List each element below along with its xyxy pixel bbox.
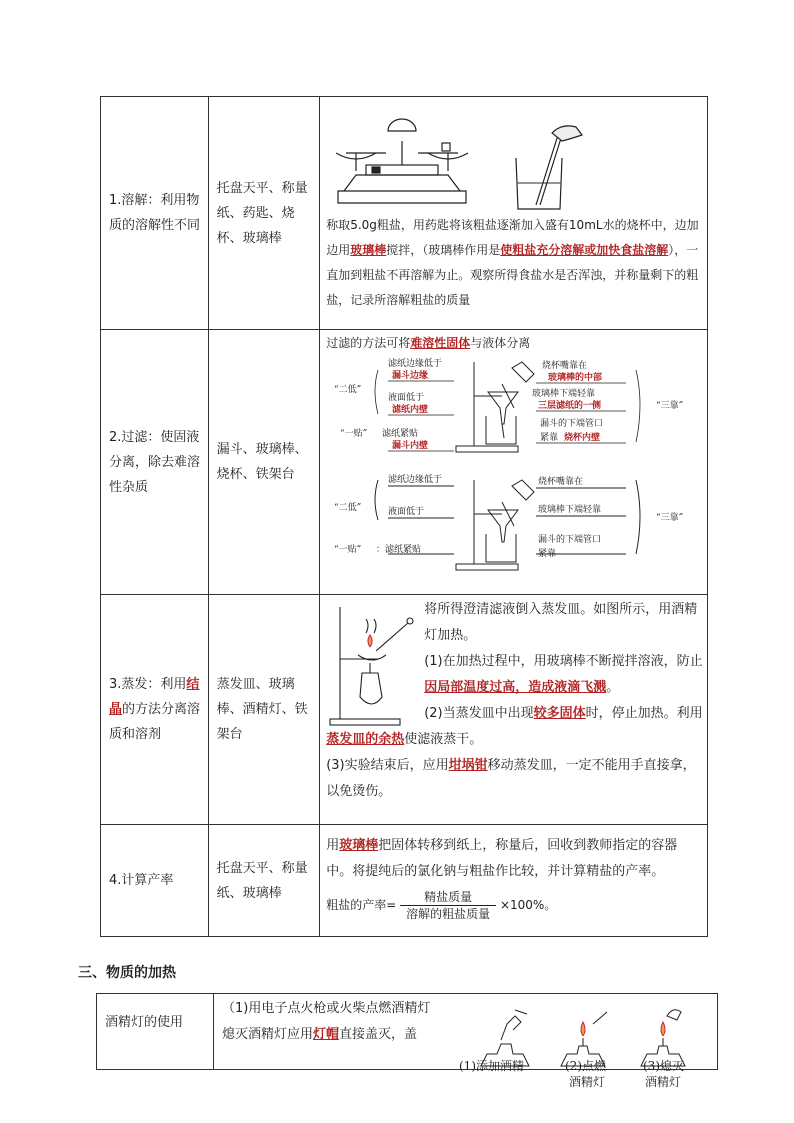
table-row xyxy=(101,97,708,330)
diagram-label: ：滤纸紧贴 xyxy=(376,545,422,555)
answer-label: 烧杯内壁 xyxy=(564,433,601,443)
fraction xyxy=(400,889,496,922)
tools-cell xyxy=(208,595,320,825)
filter-apparatus-icon-2 xyxy=(375,480,640,570)
answer-text: 难溶性固体 xyxy=(410,336,471,350)
step-cell xyxy=(101,825,209,937)
step-text: 3.蒸发：利用 xyxy=(109,677,187,692)
desc-text: 移动蒸发皿，一定不能用手直接拿，以免烫伤。 xyxy=(326,758,696,799)
formula-prefix: 粗盐的产率= xyxy=(326,898,397,912)
caption-extinguish-2: 酒精灯 xyxy=(645,1075,682,1089)
desc-text: 时，停止加热。利用 xyxy=(585,706,703,721)
yield-formula xyxy=(326,885,703,928)
answer-label: 漏斗内壁 xyxy=(392,441,429,451)
desc-text: 直接盖灭，盖 xyxy=(339,1027,418,1042)
lamp-figures xyxy=(455,1004,725,1114)
step-cell xyxy=(101,330,209,595)
balance-and-beaker-figure xyxy=(326,113,696,213)
tools-cell xyxy=(208,97,320,330)
desc-text: 称取5.0g粗盐，用药匙将该粗盐逐渐加入盛有10mL水的烧杯中，边加边用 xyxy=(326,218,699,257)
balance-icon xyxy=(336,119,468,203)
step-text: 4.计算产率 xyxy=(109,873,174,888)
answer-text: 坩埚钳 xyxy=(448,758,488,773)
evaporation-apparatus-icon xyxy=(326,601,424,731)
table-row xyxy=(101,825,708,937)
diagram-label: 紧靠 xyxy=(538,549,557,559)
desc-cell xyxy=(320,97,708,330)
desc-text: 与液体分离 xyxy=(470,336,531,350)
answer-text: 玻璃棒 xyxy=(350,243,387,257)
answer-label: 三层滤纸的一侧 xyxy=(538,401,602,411)
desc-text: 使滤液蒸干。 xyxy=(404,732,483,747)
tools-text: 蒸发皿、玻璃棒、酒精灯、铁架台 xyxy=(216,677,308,742)
tools-text: 托盘天平、称量纸、药匙、烧杯、玻璃棒 xyxy=(216,180,308,246)
answer-text: 结晶 xyxy=(109,677,200,717)
step-text: 的方法分离溶质和溶剂 xyxy=(109,702,201,742)
diagram-label: 液面低于 xyxy=(388,393,425,403)
answer-text: 蒸发皿的余热 xyxy=(326,732,405,747)
diagram-label: 玻璃棒下端轻靠 xyxy=(532,389,596,399)
diagram-label: 滤纸边缘低于 xyxy=(388,359,443,369)
step-cell xyxy=(101,595,209,825)
answer-text: 因局部温度过高，造成液滴飞溅 xyxy=(424,680,607,695)
one-stick-label: “一贴” xyxy=(334,545,362,555)
caption-light: (2)点燃 xyxy=(565,1059,606,1073)
answer-text: 使粗盐充分溶解或加快食盐溶解 xyxy=(500,243,669,257)
table-row xyxy=(101,595,708,825)
answer-label: 漏斗边缘 xyxy=(392,371,429,381)
desc-cell xyxy=(320,330,708,595)
tools-cell xyxy=(208,330,320,595)
one-stick-label: “一贴” xyxy=(340,429,368,439)
answer-text: 较多固体 xyxy=(533,706,586,721)
diagram-label: 烧杯嘴靠在 xyxy=(538,477,584,487)
fraction-denominator: 溶解的粗盐质量 xyxy=(406,907,491,921)
desc-text: ），一直加到粗盐不再溶解为止。观察所得食盐水是否浑浊，并称量剩下的粗盐，记录所溶解粗盐的质量 xyxy=(326,243,699,307)
lamp-text-1: （1)用电子点火枪或火柴点燃酒精灯 xyxy=(222,1001,431,1016)
diagram-label: 漏斗的下端管口 xyxy=(538,535,602,545)
caption-light-2: 酒精灯 xyxy=(569,1075,606,1089)
answer-text: 灯帽 xyxy=(313,1027,340,1042)
lamp-label-cell xyxy=(97,994,214,1070)
table-row xyxy=(101,330,708,595)
step-cell xyxy=(101,97,209,330)
diagram-label: 液面低于 xyxy=(388,507,425,517)
step-text: 1.溶解：利用物质的溶解性不同 xyxy=(109,193,201,233)
diagram-label: 漏斗的下端管口 xyxy=(540,419,604,429)
desc-text: 搅拌，（玻璃棒作用是 xyxy=(386,243,501,257)
diagram-label: 玻璃棒下端轻靠 xyxy=(538,505,602,515)
step-text: 2.过滤：使固液分离，除去难溶性杂质 xyxy=(109,429,201,495)
formula-suffix: ×100%。 xyxy=(499,898,557,912)
lamp-fill-icon xyxy=(481,1010,529,1066)
lamp-extinguish-icon xyxy=(641,1010,685,1066)
tools-text: 漏斗、玻璃棒、烧杯、铁架台 xyxy=(216,442,308,482)
desc-text: (1)在加热过程中，用玻璃棒不断搅拌溶液，防止 xyxy=(424,654,703,669)
answer-text: 玻璃棒 xyxy=(339,838,379,853)
lamp-light-icon xyxy=(561,1012,607,1066)
diagram-label: 紧靠 xyxy=(540,433,559,443)
answer-label: 滤纸内壁 xyxy=(392,405,429,415)
diagram-label: 滤纸边缘低于 xyxy=(388,475,443,485)
desc-text: (2)当蒸发皿中出现 xyxy=(424,706,534,721)
desc-text: 熄灭酒精灯应用 xyxy=(222,1027,314,1042)
diagram-label: 烧杯嘴靠在 xyxy=(542,361,588,371)
evap-text-2 xyxy=(424,649,703,701)
evap-text-4 xyxy=(326,753,703,805)
fraction-numerator: 精盐质量 xyxy=(400,889,496,906)
desc-text: (3)实验结束后，应用 xyxy=(326,758,449,773)
tools-cell xyxy=(208,825,320,937)
lamp-label: 酒精灯的使用 xyxy=(105,1015,184,1030)
filtration-diagram xyxy=(326,354,698,584)
section-title: 三、物质的加热 xyxy=(78,965,176,981)
two-low-label: “二低” xyxy=(334,385,362,395)
filter-apparatus-icon xyxy=(456,362,534,452)
answer-label: 玻璃棒的中部 xyxy=(548,373,603,383)
experiment-table xyxy=(100,96,708,937)
beaker-icon xyxy=(516,126,582,209)
desc-text: 。 xyxy=(606,680,620,695)
desc-text: 过滤的方法可将 xyxy=(326,336,411,350)
desc-text: 用 xyxy=(326,838,340,853)
three-lean-label: “三靠” xyxy=(656,401,684,411)
desc-text: 把固体转移到纸上，称量后，回收到教师指定的容器中。将提纯后的氯化钠与粗盐作比较，并计算精盐的产率。 xyxy=(326,838,678,879)
three-lean-label: “三靠” xyxy=(656,513,684,523)
caption-add-alcohol: (1)添加酒精 xyxy=(459,1059,524,1073)
two-low-label: “二低” xyxy=(334,503,362,513)
diagram-label: 滤纸紧贴 xyxy=(382,429,419,439)
caption-extinguish: (3)熄灭 xyxy=(643,1059,684,1073)
desc-cell xyxy=(320,825,708,937)
tools-text: 托盘天平、称量纸、玻璃棒 xyxy=(216,860,308,901)
evap-text-1: 将所得澄清滤液倒入蒸发皿。如图所示，用酒精灯加热。 xyxy=(424,602,698,643)
desc-cell xyxy=(320,595,708,825)
